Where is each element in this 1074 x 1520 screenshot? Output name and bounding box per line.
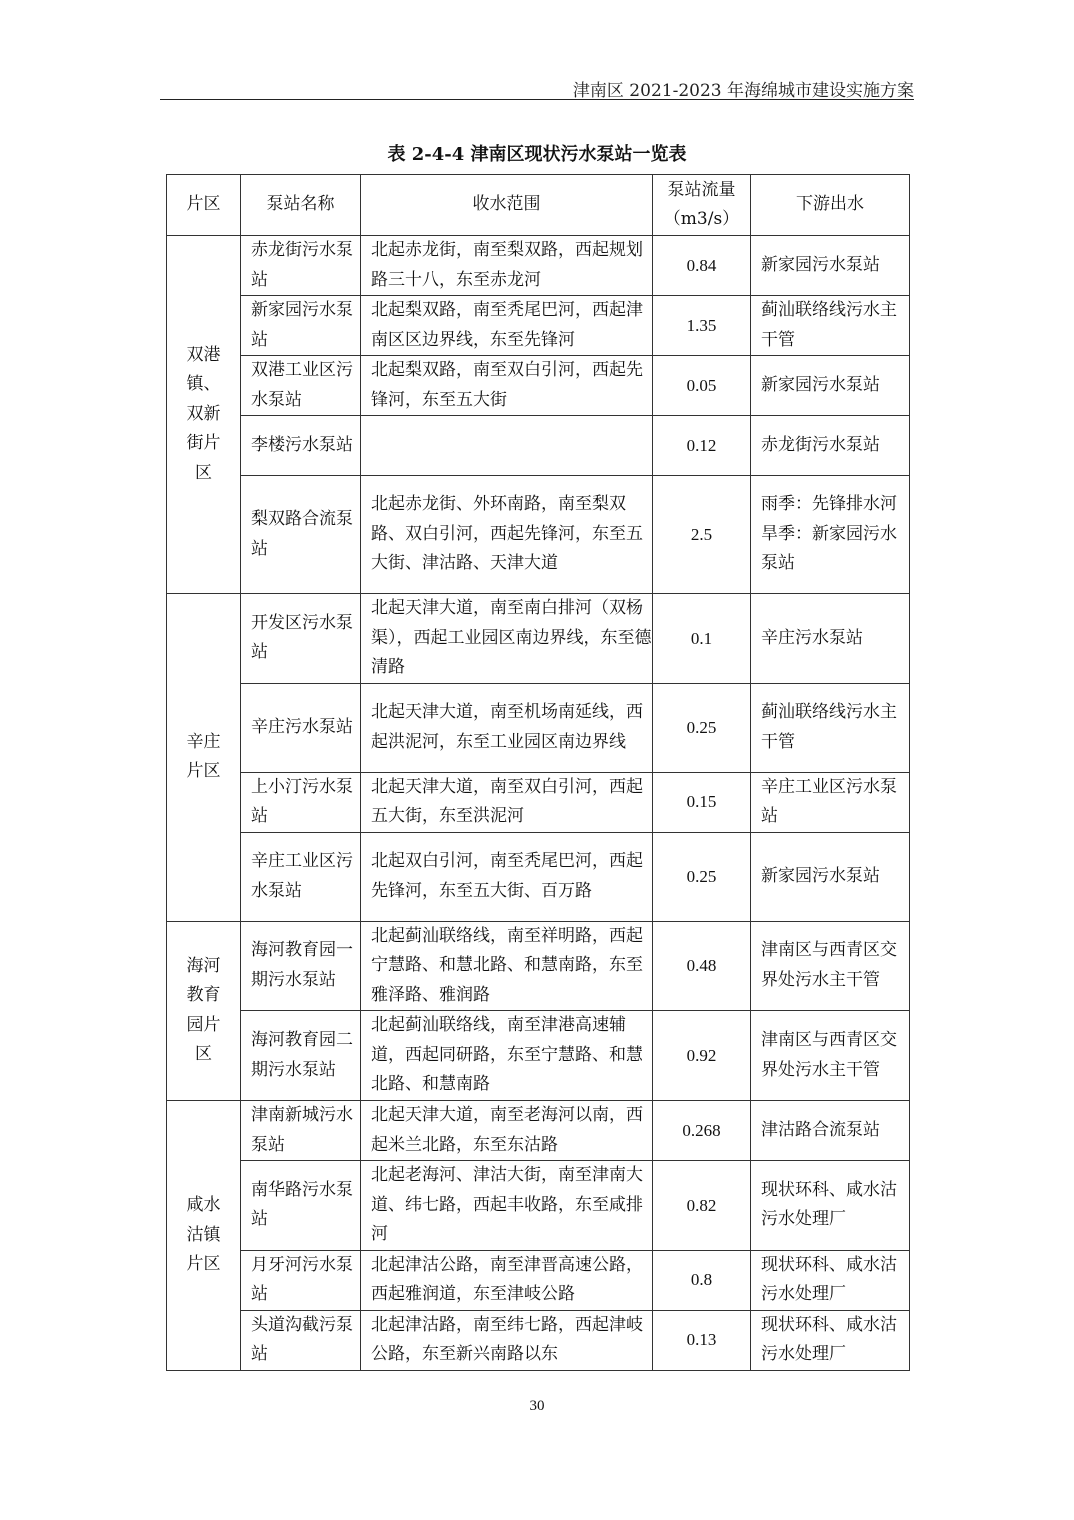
- table-row: [167, 772, 910, 832]
- header-flow: 泵站流量（m3/s）: [653, 175, 751, 236]
- collection-range: 北起蓟汕联络线，南至祥明路，西起宁慧路、和慧北路、和慧南路，东至雅泽路、雅润路: [361, 921, 653, 1011]
- table-row: [167, 832, 910, 921]
- area-cell: 辛庄片区: [167, 594, 241, 922]
- downstream: 现状环科、咸水沽污水处理厂: [751, 1161, 910, 1251]
- table-caption: 表 2-4-4 津南区现状污水泵站一览表: [387, 144, 687, 165]
- station-name: 辛庄污水泵站: [241, 683, 361, 772]
- flow-value: 0.05: [653, 356, 751, 416]
- downstream: 赤龙街污水泵站: [751, 416, 910, 476]
- pump-station-table: [166, 174, 910, 1371]
- collection-range: 北起天津大道，南至双白引河，西起五大街，东至洪泥河: [361, 772, 653, 832]
- header-collection-range: 收水范围: [361, 175, 653, 236]
- station-name: 李楼污水泵站: [241, 416, 361, 476]
- station-name: 海河教育园一期污水泵站: [241, 921, 361, 1011]
- table-row: [167, 1101, 910, 1161]
- table-row: [167, 476, 910, 594]
- area-cell: 海河教育园片区: [167, 921, 241, 1101]
- flow-value: 0.268: [653, 1101, 751, 1161]
- header-area: 片区: [167, 175, 241, 236]
- header-downstream: 下游出水: [751, 175, 910, 236]
- station-name: 双港工业区污水泵站: [241, 356, 361, 416]
- flow-value: 0.82: [653, 1161, 751, 1251]
- table-row: [167, 594, 910, 684]
- downstream: 雨季：先锋排水河 旱季：新家园污水泵站: [751, 476, 910, 594]
- table-row: [167, 356, 910, 416]
- downstream: 现状环科、咸水沽污水处理厂: [751, 1310, 910, 1370]
- table-row: [167, 1161, 910, 1251]
- collection-range: 北起天津大道，南至机场南延线，西起洪泥河，东至工业园区南边界线: [361, 683, 653, 772]
- table-row: [167, 1011, 910, 1101]
- flow-value: 0.92: [653, 1011, 751, 1101]
- collection-range: 北起双白引河，南至秃尾巴河，西起先锋河，东至五大街、百万路: [361, 832, 653, 921]
- collection-range: 北起天津大道，南至老海河以南，西起米兰北路，东至东沽路: [361, 1101, 653, 1161]
- flow-value: 1.35: [653, 296, 751, 356]
- station-name: 新家园污水泵站: [241, 296, 361, 356]
- station-name: 开发区污水泵站: [241, 594, 361, 684]
- header-station-name: 泵站名称: [241, 175, 361, 236]
- collection-range: 北起津沽路，南至纬七路，西起津岐公路，东至新兴南路以东: [361, 1310, 653, 1370]
- flow-value: 0.15: [653, 772, 751, 832]
- collection-range: 北起梨双路，南至秃尾巴河，西起津南区区边界线，东至先锋河: [361, 296, 653, 356]
- collection-range: [361, 416, 653, 476]
- table-header-row: [167, 175, 910, 236]
- flow-value: 0.1: [653, 594, 751, 684]
- table-row: [167, 921, 910, 1011]
- station-name: 赤龙街污水泵站: [241, 236, 361, 296]
- flow-value: 0.13: [653, 1310, 751, 1370]
- flow-value: 0.48: [653, 921, 751, 1011]
- table-row: [167, 296, 910, 356]
- collection-range: 北起赤龙街，南至梨双路，西起规划路三十八，东至赤龙河: [361, 236, 653, 296]
- table-row: [167, 416, 910, 476]
- flow-value: 0.84: [653, 236, 751, 296]
- table-row: [167, 1310, 910, 1370]
- table-row: [167, 1250, 910, 1310]
- downstream: 蓟汕联络线污水主干管: [751, 683, 910, 772]
- page-number: 30: [529, 1398, 545, 1414]
- table-row: [167, 236, 910, 296]
- downstream: 辛庄工业区污水泵站: [751, 772, 910, 832]
- downstream: 津南区与西青区交界处污水主干管: [751, 921, 910, 1011]
- station-name: 南华路污水泵站: [241, 1161, 361, 1251]
- collection-range: 北起梨双路，南至双白引河，西起先锋河，东至五大街: [361, 356, 653, 416]
- flow-value: 2.5: [653, 476, 751, 594]
- header-rule: [160, 99, 914, 100]
- flow-value: 0.25: [653, 683, 751, 772]
- downstream: 辛庄污水泵站: [751, 594, 910, 684]
- downstream: 现状环科、咸水沽污水处理厂: [751, 1250, 910, 1310]
- collection-range: 北起天津大道，南至南白排河（双杨渠），西起工业园区南边界线，东至德清路: [361, 594, 653, 684]
- running-header-title: 津南区 2021-2023 年海绵城市建设实施方案: [572, 81, 914, 101]
- station-name: 梨双路合流泵站: [241, 476, 361, 594]
- collection-range: 北起蓟汕联络线，南至津港高速辅道，西起同研路，东至宁慧路、和慧北路、和慧南路: [361, 1011, 653, 1101]
- station-name: 月牙河污水泵站: [241, 1250, 361, 1310]
- downstream: 津南区与西青区交界处污水主干管: [751, 1011, 910, 1101]
- flow-value: 0.8: [653, 1250, 751, 1310]
- station-name: 海河教育园二期污水泵站: [241, 1011, 361, 1101]
- table-row: [167, 683, 910, 772]
- station-name: 津南新城污水泵站: [241, 1101, 361, 1161]
- flow-value: 0.12: [653, 416, 751, 476]
- collection-range: 北起赤龙街、外环南路，南至梨双路、双白引河，西起先锋河，东至五大街、津沽路、天津大道: [361, 476, 653, 594]
- downstream: 新家园污水泵站: [751, 356, 910, 416]
- downstream: 新家园污水泵站: [751, 832, 910, 921]
- collection-range: 北起老海河、津沽大街，南至津南大道、纬七路，西起丰收路，东至咸排河: [361, 1161, 653, 1251]
- downstream: 津沽路合流泵站: [751, 1101, 910, 1161]
- downstream: 新家园污水泵站: [751, 236, 910, 296]
- station-name: 头道沟截污泵站: [241, 1310, 361, 1370]
- area-cell: 咸水沽镇片区: [167, 1101, 241, 1371]
- flow-value: 0.25: [653, 832, 751, 921]
- collection-range: 北起津沽公路，南至津晋高速公路，西起雅润道，东至津岐公路: [361, 1250, 653, 1310]
- station-name: 辛庄工业区污水泵站: [241, 832, 361, 921]
- station-name: 上小汀污水泵站: [241, 772, 361, 832]
- area-cell: 双港镇、双新街片区: [167, 236, 241, 594]
- downstream: 蓟汕联络线污水主干管: [751, 296, 910, 356]
